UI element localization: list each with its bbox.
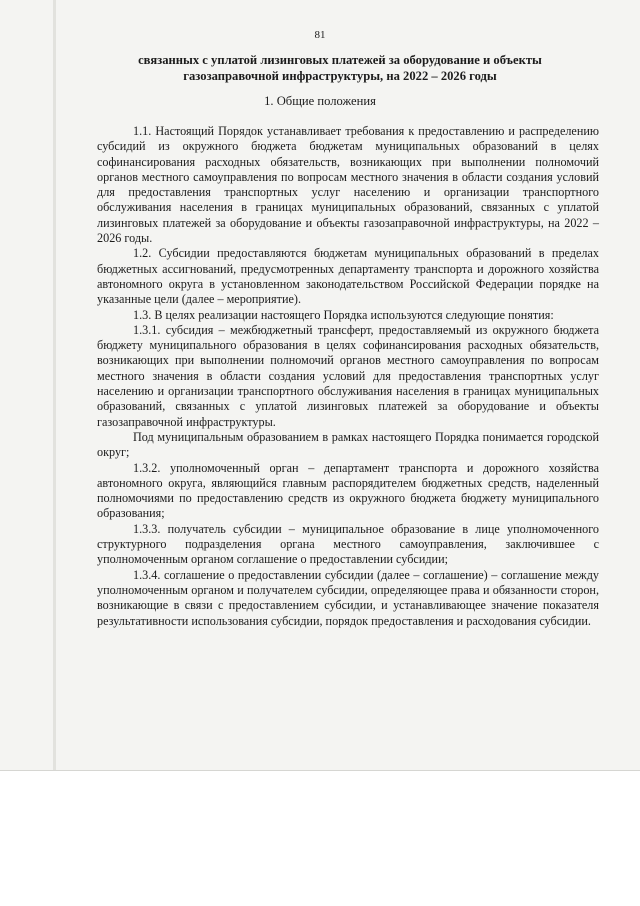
- paragraph-1-3: 1.3. В целях реализации настоящего Порядка используются следующие понятия:: [133, 307, 554, 322]
- document-title: [80, 52, 600, 84]
- page-number: 81: [314, 29, 326, 41]
- paragraph-1-1: 1.1. Настоящий Порядок устанавливает требования к предоставлению и распределению субсидий из окружного бюджета бюджетам муниципальных образований в целях софинансирования расходных обязательств, возникающих при выполнении полномочий органов местного самоуправления по вопросам местного значения в области создания условий для предоставления транспортных услуг населению и организации транспортного обслуживания населения в границах муниципальных образований, связанных с уплатой лизинговых платежей за оборудование и объекты газозаправочной инфраструктуры, на 2022 – 2026 годы.: [97, 124, 599, 246]
- paragraph-1-3-3: 1.3.3. получатель субсидии – муниципальное образование в лице уполномоченного структурного подразделения органа местного самоуправления, заключившее с уполномоченным органом соглашение о предоставлении субсидии;: [97, 521, 599, 567]
- title-line-1: связанных с уплатой лизинговых платежей за оборудование и объекты: [138, 53, 542, 67]
- paragraph-1-3-1: 1.3.1. субсидия – межбюджетный трансферт, предоставляемый из окружного бюджета бюджету муниципального образования в целях софинансирования расходных обязательств, возникающих при выполнении полномочий органов местного самоуправления по вопросам местного значения в области создания условий для предоставления транспортных услуг населению и организации транспортного обслуживания населения в границах муниципальных образований, связанных с уплатой лизинговых платежей за оборудование и объекты газозаправочной инфраструктуры.: [97, 322, 599, 429]
- document-body: [97, 124, 599, 629]
- paragraph-1-2: 1.2. Субсидии предоставляются бюджетам муниципальных образований в пределах бюджетных ассигнований, предусмотренных департаменту транспорта и дорожного хозяйства автономного округа в установленном законодательством Российской Федерации порядке на указанные цели (далее – мероприятие).: [97, 246, 599, 307]
- title-line-2: газозаправочной инфраструктуры, на 2022 – 2026 годы: [183, 69, 497, 83]
- paragraph-1-3-2: 1.3.2. уполномоченный орган – департамент транспорта и дорожного хозяйства автономного округа, являющийся главным распорядителем бюджетных средств, наделенный полномочиями по предоставлению средств из окружного бюджета бюджету муниципального образования;: [97, 460, 599, 521]
- paragraph-municipality-note: Под муниципальным образованием в рамках настоящего Порядка понимается городской округ;: [97, 429, 599, 460]
- blank-area: [0, 771, 640, 906]
- paragraph-1-3-4: 1.3.4. соглашение о предоставлении субсидии (далее – соглашение) – соглашение между уполномоченным органом и получателем субсидии, определяющее права и обязанности сторон, возникающие в связи с предоставлением субсидии, и устанавливающее значение показателя результативности использования субсидии, порядок предоставления и расходования субсидии.: [97, 567, 599, 628]
- section-heading: 1. Общие положения: [264, 94, 376, 108]
- page-edge-shadow: [53, 0, 56, 770]
